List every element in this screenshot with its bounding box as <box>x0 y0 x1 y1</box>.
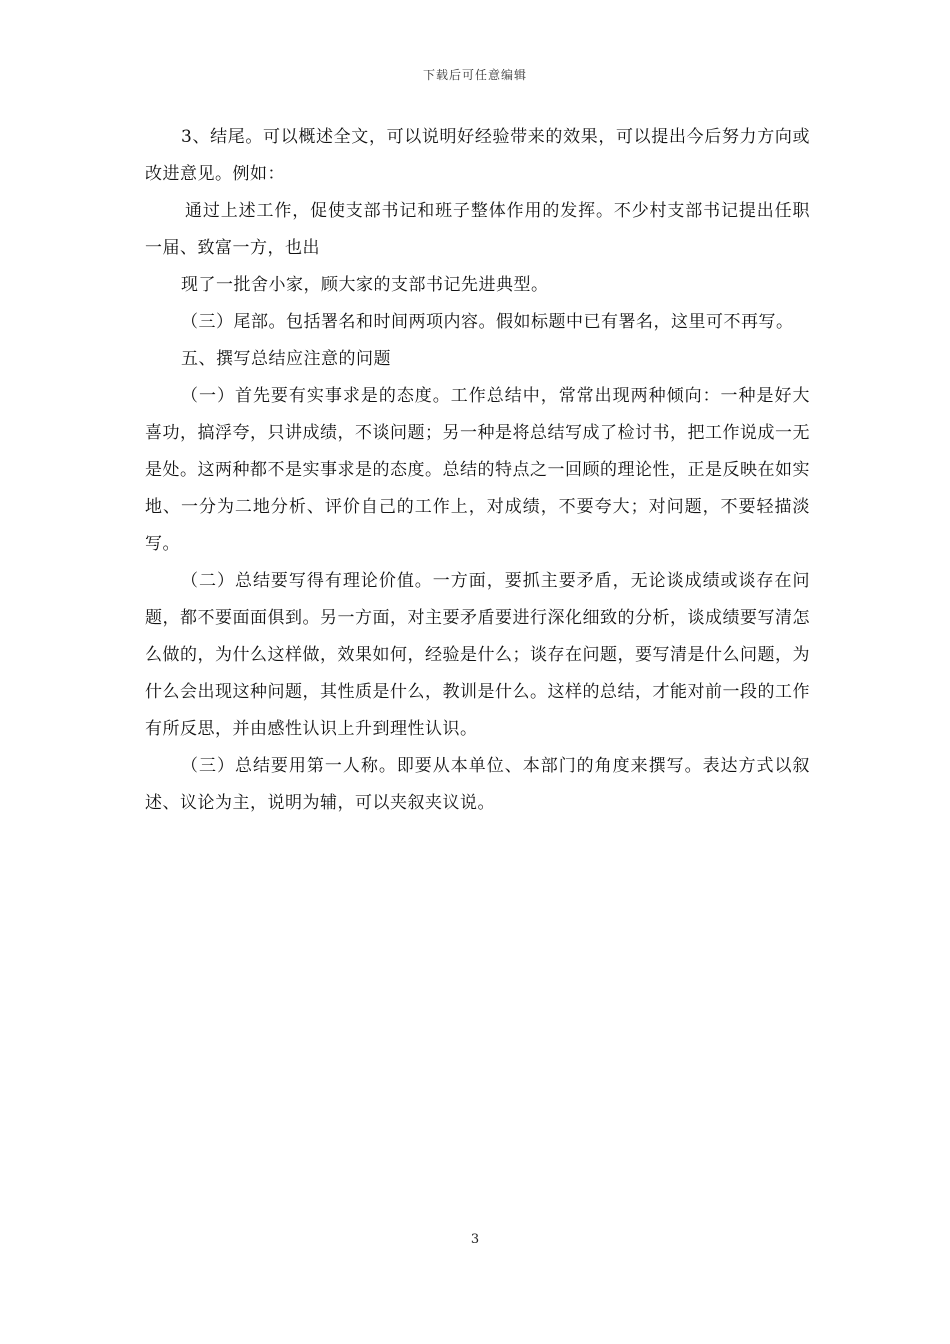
paragraph-point-three: （三）总结要用第一人称。即要从本单位、本部门的角度来撰写。表达方式以叙述、议论为主，说明为辅，可以夹叙夹议说。 <box>145 756 810 813</box>
page-number: 3 <box>470 1232 480 1247</box>
paragraph-example: 通过上述工作，促使支部书记和班子整体作用的发挥。不少村支部书记提出任职一届、致富一方，也出 <box>145 201 810 258</box>
document-body <box>145 119 810 822</box>
header-note: 下载后可任意编辑 <box>422 68 527 82</box>
section-heading-five: 五、撰写总结应注意的问题 <box>181 349 391 369</box>
paragraph-example-continued: 现了一批舍小家，顾大家的支部书记先进典型。 <box>181 275 549 295</box>
paragraph-point-one: （一）首先要有实事求是的态度。工作总结中，常常出现两种倾向：一种是好大喜功，搞浮夸，只讲成绩，不谈问题；另一种是将总结写成了检讨书，把工作说成一无是处。这两种都不是实事求是的态度。总结的特点之一回顾的理论性，正是反映在如实地、一分为二地分析、评价自己的工作上，对成绩，不要夸大；对问题，不要轻描淡写。 <box>145 386 810 554</box>
paragraph-conclusion: 3、结尾。可以概述全文，可以说明好经验带来的效果，可以提出今后努力方向或改进意见。例如： <box>145 127 810 184</box>
paragraph-point-two: （二）总结要写得有理论价值。一方面，要抓主要矛盾，无论谈成绩或谈存在问题，都不要面面俱到。另一方面，对主要矛盾要进行深化细致的分析，谈成绩要写清怎么做的，为什么这样做，效果如何，经验是什么；谈存在问题，要写清是什么问题，为什么会出现这种问题，其性质是什么，教训是什么。这样的总结，才能对前一段的工作有所反思，并由感性认识上升到理性认识。 <box>145 571 810 739</box>
paragraph-tail-section: （三）尾部。包括署名和时间两项内容。假如标题中已有署名，这里可不再写。 <box>181 312 794 332</box>
